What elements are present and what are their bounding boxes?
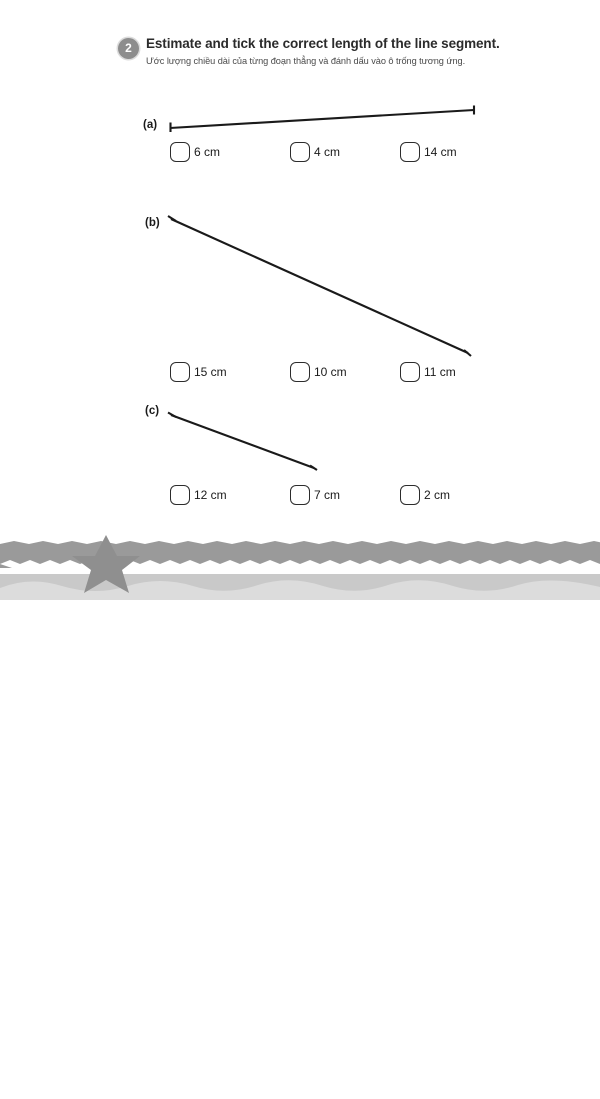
page-footer bbox=[0, 530, 600, 1099]
checkbox-b-1[interactable] bbox=[170, 362, 190, 382]
checkbox-c-2[interactable] bbox=[290, 485, 310, 505]
option-c-1-label: 12 cm bbox=[194, 488, 227, 502]
part-label-a: (a) bbox=[143, 119, 158, 131]
checkbox-a-2[interactable] bbox=[290, 142, 310, 162]
option-a-1-label: 6 cm bbox=[194, 145, 221, 159]
question-title: Estimate and tick the correct length of the line segment. bbox=[146, 36, 500, 51]
option-c-3[interactable] bbox=[400, 485, 450, 505]
option-c-3-label: 2 cm bbox=[424, 488, 451, 502]
option-c-2-label: 7 cm bbox=[314, 488, 341, 502]
checkbox-b-2[interactable] bbox=[290, 362, 310, 382]
question-number-badge: 2 bbox=[118, 38, 139, 59]
option-b-3[interactable] bbox=[400, 362, 456, 382]
checkbox-a-1[interactable] bbox=[170, 142, 190, 162]
footer-decoration bbox=[0, 530, 600, 600]
option-a-3[interactable] bbox=[400, 142, 457, 162]
option-a-1[interactable] bbox=[170, 142, 220, 162]
line-segment-c bbox=[168, 413, 317, 471]
page-number: 4 bbox=[102, 1084, 110, 1099]
option-a-2-label: 4 cm bbox=[314, 145, 341, 159]
option-b-1-label: 15 cm bbox=[194, 365, 227, 379]
question-subtitle-vietnamese: Ước lượng chiều dài của từng đoạn thẳng và đánh dấu vào ô trống tương ứng. bbox=[146, 56, 466, 66]
option-a-3-label: 14 cm bbox=[424, 145, 457, 159]
question-header bbox=[118, 36, 538, 78]
part-label-c: (c) bbox=[145, 405, 160, 417]
checkbox-c-3[interactable] bbox=[400, 485, 420, 505]
option-b-1[interactable] bbox=[170, 362, 227, 382]
part-label-b: (b) bbox=[145, 217, 160, 229]
option-c-1[interactable] bbox=[170, 485, 227, 505]
checkbox-a-3[interactable] bbox=[400, 142, 420, 162]
line-segment-a bbox=[170, 106, 474, 133]
option-b-3-label: 11 cm bbox=[424, 365, 456, 379]
option-c-2[interactable] bbox=[290, 485, 340, 505]
option-a-2[interactable] bbox=[290, 142, 340, 162]
checkbox-b-3[interactable] bbox=[400, 362, 420, 382]
option-b-2[interactable] bbox=[290, 362, 347, 382]
option-b-2-label: 10 cm bbox=[314, 365, 347, 379]
checkbox-c-1[interactable] bbox=[170, 485, 190, 505]
line-segment-b bbox=[168, 216, 471, 356]
